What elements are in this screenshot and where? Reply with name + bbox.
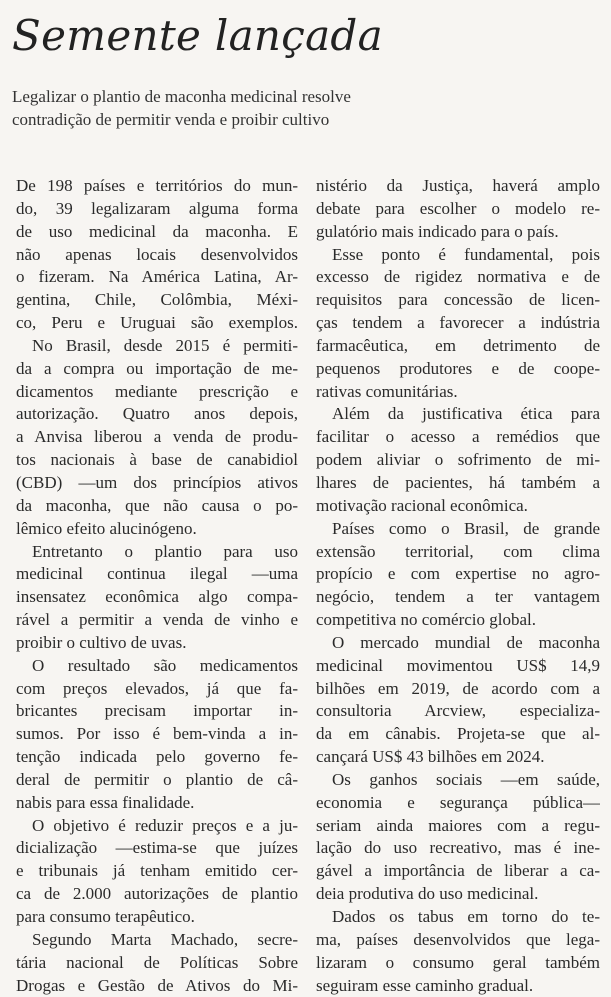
- text-line: dicamentos mediante prescrição e: [16, 381, 298, 401]
- text-line: medicinal movimentou US$ 14,9: [316, 655, 600, 675]
- text-line: autorização. Quatro anos depois,: [16, 404, 298, 424]
- text-line: extensão territorial, com clima: [316, 541, 600, 561]
- text-line: para consumo terapêutico.: [16, 907, 195, 926]
- text-line: do, 39 legalizaram alguma forma: [16, 198, 298, 218]
- text-line: não apenas locais desenvolvidos: [16, 244, 298, 264]
- text-line: Entretanto o plantio para uso: [32, 541, 298, 561]
- text-line: Além da justificativa ética para: [332, 404, 600, 424]
- text-line: (CBD) —um dos princípios ativos: [16, 472, 298, 492]
- text-line: rável a permitir a venda de vinho e: [16, 610, 298, 630]
- text-line: cançará US$ 43 bilhões em 2024.: [316, 747, 545, 767]
- text-line: Segundo Marta Machado, secre-: [32, 929, 298, 949]
- text-line: lêmico efeito alucinógeno.: [16, 518, 197, 538]
- text-line: bilhões em 2019, de acordo com a: [316, 678, 600, 698]
- subtitle-line: contradição de permitir venda e proibir cultivo: [12, 109, 330, 129]
- text-line: proibir o cultivo de uvas.: [16, 632, 187, 652]
- text-line: Os ganhos sociais —em saúde,: [332, 769, 600, 789]
- subtitle-line: Legalizar o plantio de maconha medicinal resolve: [12, 87, 351, 106]
- text-line: rativas comunitárias.: [316, 381, 458, 401]
- text-line: consultoria Arcview, especializa-: [316, 701, 600, 721]
- text-line: No Brasil, desde 2015 é permiti-: [32, 335, 298, 355]
- text-line: gentina, Chile, Colômbia, Méxi-: [16, 290, 298, 310]
- text-line: podem aliviar o sofrimento de mi-: [316, 450, 600, 470]
- text-line: da em cânabis. Projeta-se que al-: [316, 724, 600, 744]
- text-line: Dados os tabus em torno do te-: [332, 907, 600, 926]
- text-line: gável a importância de liberar a ca-: [316, 861, 600, 881]
- text-line: a Anvisa liberou a venda de produ-: [16, 427, 298, 447]
- article-subtitle: [12, 86, 602, 132]
- text-line: e tribunais já tenham emitido cer-: [16, 861, 298, 881]
- text-line: nabis para essa finalidade.: [16, 792, 195, 812]
- text-line: lação do uso recreativo, mas é ine-: [316, 838, 600, 858]
- text-line: De 198 países e territórios do mun-: [16, 176, 298, 195]
- text-line: O resultado são medicamentos: [32, 655, 298, 675]
- text-line: excesso de rigidez normativa e de: [316, 267, 600, 287]
- text-line: nistério da Justiça, haverá amplo: [316, 176, 600, 195]
- text-line: com preços elevados, já que fa-: [16, 678, 298, 698]
- text-line: ca de 2.000 autorizações de plantio: [16, 884, 298, 904]
- text-line: O objetivo é reduzir preços e a ju-: [32, 815, 298, 835]
- text-line: ma, países desenvolvidos que lega-: [316, 929, 600, 949]
- text-line: insensatez econômica algo compa-: [16, 587, 298, 607]
- text-line: ças tendem a favorecer a indústria: [316, 313, 600, 333]
- text-line: medicinal continua ilegal —uma: [16, 564, 298, 584]
- text-line: deia produtiva do uso medicinal.: [316, 884, 539, 904]
- text-line: deral de permitir o plantio de câ-: [16, 769, 298, 789]
- text-line: farmacêutica, em detrimento de: [316, 335, 600, 355]
- text-line: Drogas e Gestão de Ativos do Mi-: [16, 975, 298, 995]
- text-line: economia e segurança pública—: [316, 792, 600, 812]
- text-line: bricantes precisam importar in-: [16, 701, 298, 721]
- text-line: de uso medicinal da maconha. E: [16, 221, 298, 241]
- left-column: [16, 175, 298, 997]
- text-line: tária nacional de Políticas Sobre: [16, 952, 298, 972]
- text-line: seguiram esse caminho gradual.: [316, 975, 534, 995]
- text-line: co, Peru e Uruguai são exemplos.: [16, 313, 298, 333]
- text-line: Esse ponto é fundamental, pois: [332, 244, 600, 264]
- text-line: da maconha, que não causa o po-: [16, 495, 298, 515]
- text-line: debate para escolher o modelo re-: [316, 198, 600, 218]
- text-line: competitiva no comércio global.: [316, 610, 536, 630]
- text-line: negócio, tendem a ter vantagem: [316, 587, 600, 607]
- text-line: propício e com expertise no agro-: [316, 564, 600, 584]
- text-line: da a compra ou importação de me-: [16, 358, 298, 378]
- text-line: pequenos produtores e de coope-: [316, 358, 600, 378]
- text-line: lhares de pacientes, há também a: [316, 472, 600, 492]
- text-line: seriam ainda maiores com a regu-: [316, 815, 600, 835]
- right-column: [316, 175, 600, 997]
- text-line: facilitar o acesso a remédios que: [316, 427, 600, 447]
- text-line: O mercado mundial de maconha: [332, 632, 600, 652]
- text-line: tenção indicada pelo governo fe-: [16, 747, 298, 767]
- text-line: lizaram o consumo geral também: [316, 952, 600, 972]
- text-line: requisitos para concessão de licen-: [316, 290, 600, 310]
- text-line: gulatório mais indicado para o país.: [316, 221, 559, 241]
- text-line: dicialização —estima-se que juízes: [16, 838, 298, 858]
- text-line: sumos. Por isso é bem-vinda a in-: [16, 724, 298, 744]
- text-line: tos nacionais à base de canabidiol: [16, 450, 298, 470]
- text-line: motivação racional econômica.: [316, 495, 528, 515]
- text-line: Países como o Brasil, de grande: [332, 518, 600, 538]
- text-line: o fizeram. Na América Latina, Ar-: [16, 267, 298, 287]
- article-title: Semente lançada: [12, 11, 383, 60]
